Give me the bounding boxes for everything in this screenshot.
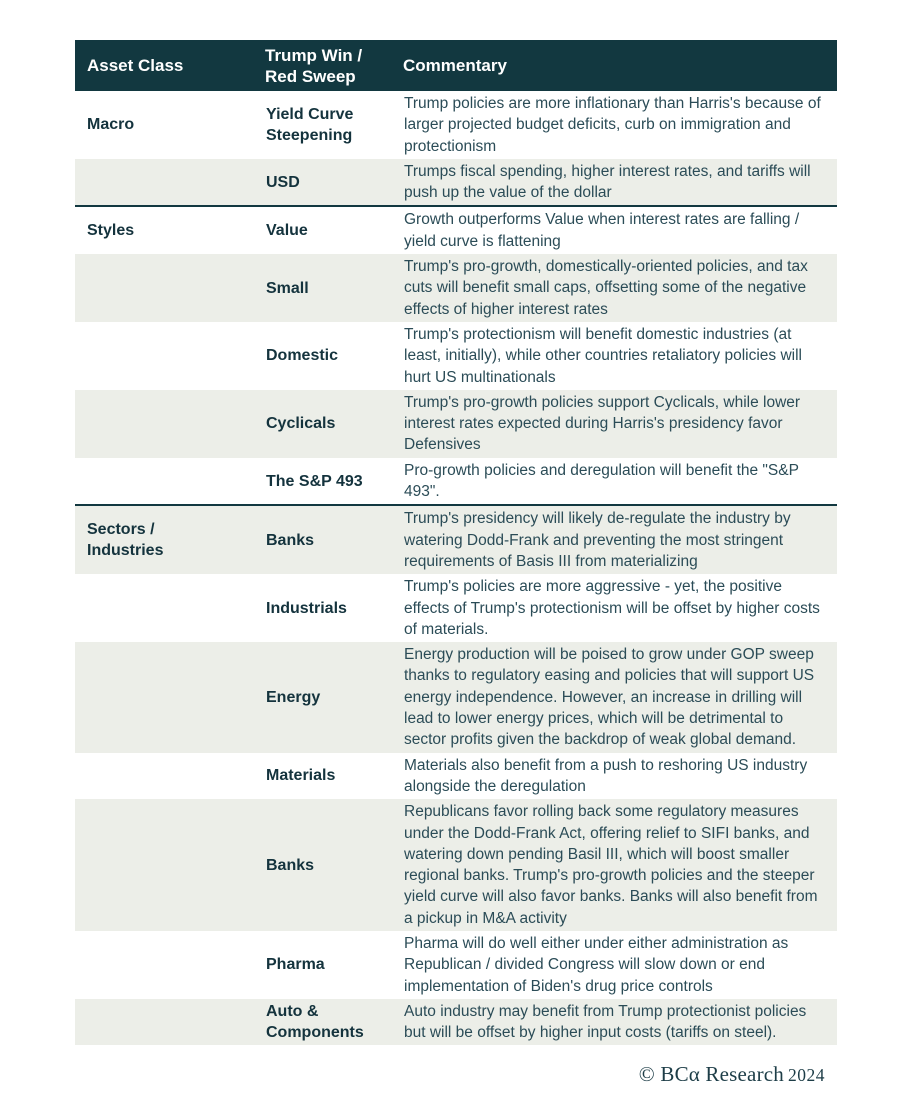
table-row [75, 458, 837, 506]
asset-class-cell: Sectors / Industries [75, 505, 265, 574]
table-row [75, 999, 837, 1046]
commentary-cell: Republicans favor rolling back some regulatory measures under the Dodd-Frank Act, offering relief to SIFI banks, and watering down pending Basil III, which will boost smaller regional banks. Trump's pro-growth policies and the steeper yield curve will also favor banks. Banks will also benefit from a pickup in M&A activity [403, 799, 837, 931]
asset-class-cell [75, 799, 265, 931]
asset-class-cell [75, 159, 265, 207]
position-cell: Auto & Components [265, 999, 403, 1046]
asset-class-cell [75, 931, 265, 999]
table-row [75, 574, 837, 642]
bca-research-logo-text: © BCα Research [638, 1062, 784, 1086]
commentary-cell: Trump's pro-growth, domestically-oriented policies, and tax cuts will benefit small caps, offsetting some of the negative effects of higher interest rates [403, 254, 837, 322]
table-section [75, 206, 837, 505]
commentary-cell: Trump's pro-growth policies support Cyclicals, while lower interest rates expected during Harris's presidency favor Defensives [403, 390, 837, 458]
column-header-trump-win-red-sweep: Trump Win / Red Sweep [265, 40, 403, 91]
commentary-cell: Energy production will be poised to grow under GOP sweep thanks to regulatory easing and policies that will support US energy independence. However, an increase in drilling will lead to lower energy prices, which will be detrimental to sector profits given the backdrop of weak global demand. [403, 642, 837, 752]
table-row [75, 159, 837, 207]
table-section [75, 505, 837, 1045]
commentary-cell: Trump policies are more inflationary than Harris's because of larger projected budget deficits, curb on immigration and protectionism [404, 95, 821, 155]
asset-class-cell: Styles [75, 206, 265, 254]
commentary-cell: Pro-growth policies and deregulation will benefit the "S&P 493". [404, 461, 799, 501]
commentary-cell: Trump's policies are more aggressive - yet, the positive effects of Trump's protectionism will be offset by higher costs of materials. [404, 578, 820, 638]
column-header-asset-class: Asset Class [75, 40, 265, 91]
position-cell: Yield Curve Steepening [266, 105, 354, 144]
table-row [75, 753, 837, 800]
column-header-commentary: Commentary [403, 40, 837, 91]
table-row [75, 931, 837, 999]
position-cell: Cyclicals [265, 390, 403, 458]
commentary-cell: Materials also benefit from a push to reshoring US industry alongside the deregulation [404, 756, 808, 795]
asset-class-cell [75, 390, 265, 458]
table-row [75, 206, 837, 254]
position-cell: Banks [265, 505, 403, 574]
asset-class-cell [75, 642, 265, 752]
position-cell: Small [265, 254, 403, 322]
position-cell: Materials [266, 767, 336, 785]
position-cell: Domestic [266, 347, 339, 365]
footer-credit [75, 1062, 825, 1087]
position-cell: Value [265, 206, 403, 254]
asset-class-cell [75, 458, 265, 506]
table-row [75, 505, 837, 574]
position-cell: Pharma [266, 956, 325, 974]
asset-class-cell [75, 999, 265, 1046]
table-row [75, 390, 837, 458]
commentary-cell: Pharma will do well either under either administration as Republican / divided Congress will slow down or end implementation of Biden's drug price controls [404, 934, 789, 995]
position-cell: Industrials [266, 599, 347, 617]
position-cell: USD [265, 159, 403, 207]
commentary-cell: Growth outperforms Value when interest rates are falling / yield curve is flattening [403, 206, 837, 254]
table-row [75, 91, 837, 159]
table-row [75, 642, 837, 752]
position-cell: Energy [265, 642, 403, 752]
asset-class-cell [75, 753, 265, 800]
asset-class-cell: Macro [87, 116, 135, 134]
asset-class-cell [75, 574, 265, 642]
asset-class-cell [75, 254, 265, 322]
table-section [75, 91, 837, 206]
commentary-cell: Auto industry may benefit from Trump protectionist policies but will be offset by higher input costs (tariffs on steel). [403, 999, 837, 1046]
position-cell: Banks [265, 799, 403, 931]
asset-class-table [75, 40, 837, 1045]
table-row [75, 322, 837, 390]
asset-class-cell [75, 322, 265, 390]
commentary-cell: Trump's protectionism will benefit domestic industries (at least, initially), while other countries retaliatory policies will hurt US multinationals [404, 325, 802, 386]
commentary-cell: Trump's presidency will likely de-regulate the industry by watering Dodd-Frank and preventing the most stringent requirements of Basis III from materializing [403, 505, 837, 574]
commentary-cell: Trumps fiscal spending, higher interest rates, and tariffs will push up the value of the dollar [403, 159, 837, 207]
position-cell: The S&P 493 [266, 472, 363, 490]
table-header-row [75, 40, 837, 91]
table-row [75, 254, 837, 322]
footer-year: 2024 [788, 1065, 825, 1085]
table-row [75, 799, 837, 931]
